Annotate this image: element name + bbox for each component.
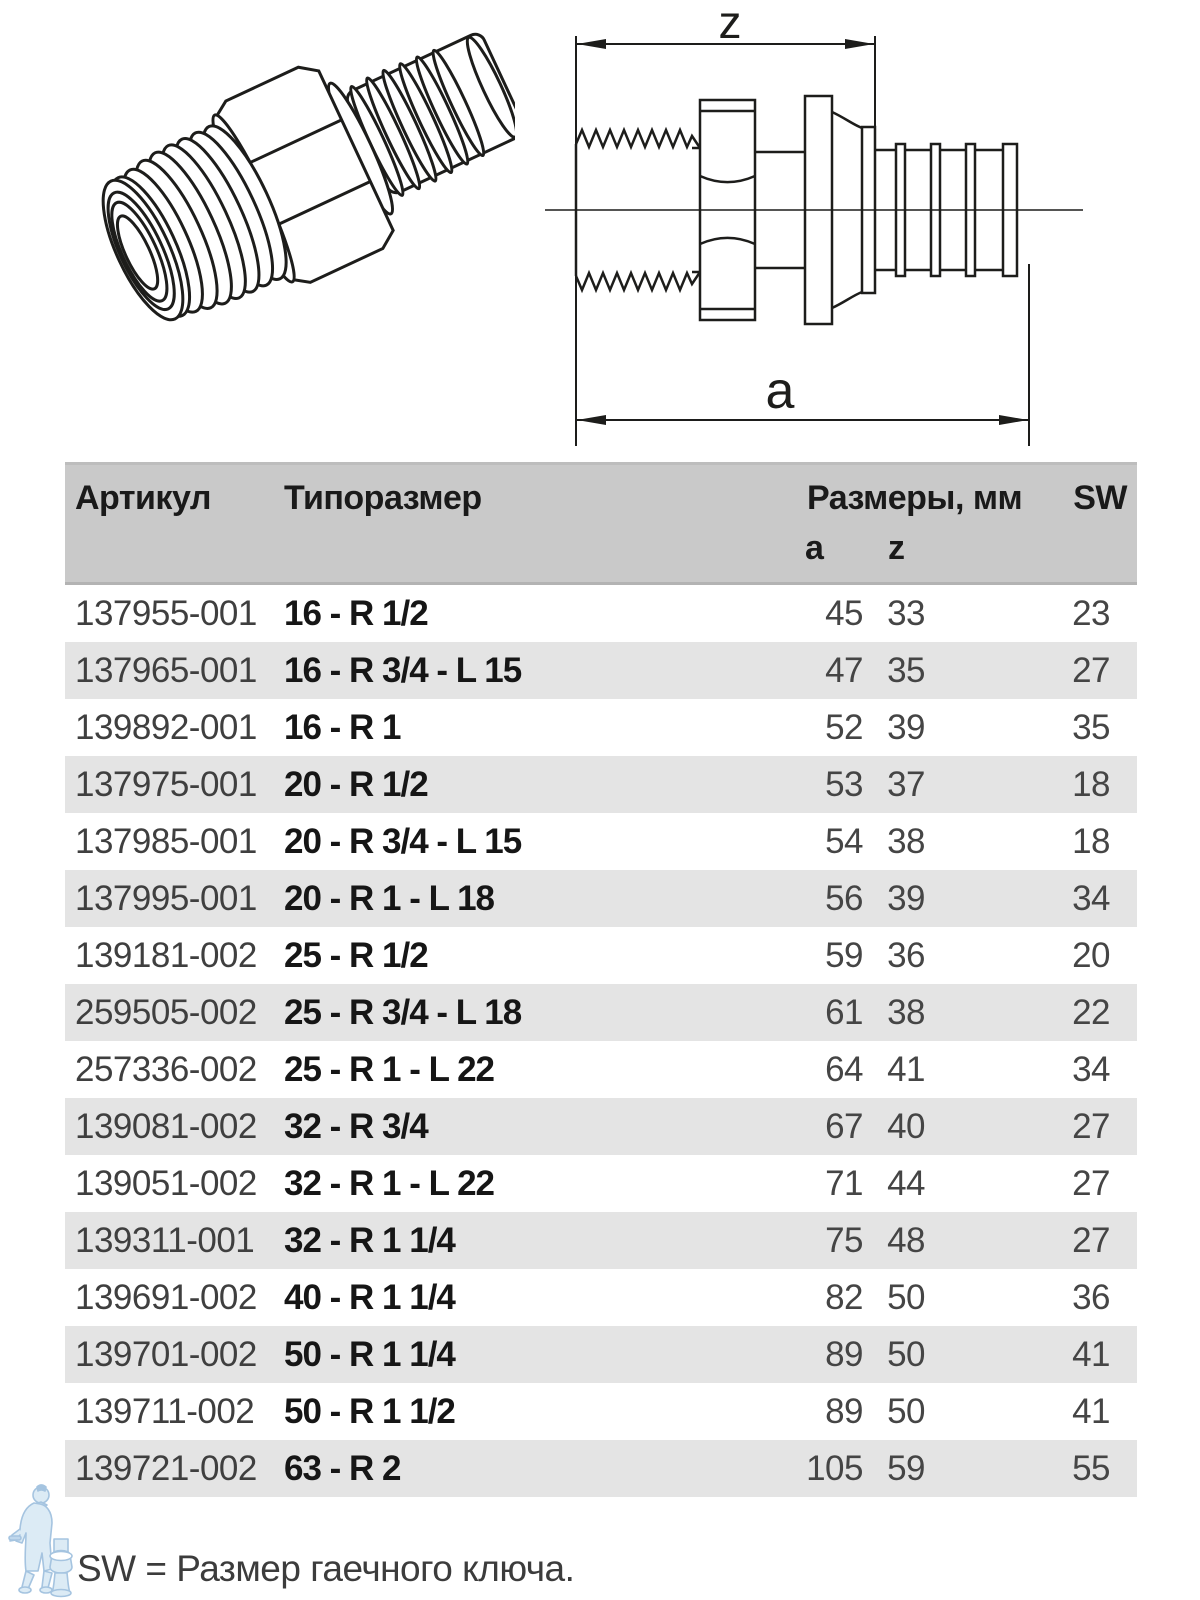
cell-sw: 27 [1072, 1220, 1110, 1260]
cell-dim-z: 39 [887, 707, 925, 747]
cell-article: 137985-001 [75, 821, 257, 861]
cell-size: 16 - R 1 [284, 707, 401, 747]
cell-dim-a: 56 [825, 878, 863, 918]
cell-dim-a: 71 [825, 1163, 863, 1203]
table-header [65, 462, 1137, 585]
cell-dim-a: 59 [825, 935, 863, 975]
cell-article: 139701-002 [75, 1334, 257, 1374]
table-row [65, 585, 1137, 642]
cell-size: 50 - R 1 1/4 [284, 1334, 455, 1374]
table-row [65, 1155, 1137, 1212]
table-row [65, 1326, 1137, 1383]
cell-size: 25 - R 1 - L 22 [284, 1049, 495, 1089]
table-row [65, 1098, 1137, 1155]
cell-sw: 34 [1072, 1049, 1110, 1089]
cell-dim-a: 105 [806, 1448, 863, 1488]
cell-article: 139711-002 [75, 1391, 255, 1431]
col-subheader-z: z [888, 529, 905, 567]
table-row [65, 1383, 1137, 1440]
spec-table [65, 462, 1137, 1497]
cell-size: 32 - R 1 - L 22 [284, 1163, 495, 1203]
cell-sw: 20 [1072, 935, 1110, 975]
plumber-figure [9, 1485, 52, 1593]
cell-dim-a: 64 [825, 1049, 863, 1089]
cell-dim-a: 75 [825, 1220, 863, 1260]
dim-label-a: a [765, 362, 795, 420]
cell-article: 139081-002 [75, 1106, 257, 1146]
table-row [65, 1440, 1137, 1497]
cell-article: 137995-001 [75, 878, 257, 918]
cell-sw: 41 [1072, 1391, 1110, 1431]
cell-dim-z: 50 [887, 1391, 925, 1431]
col-header-size: Типоразмер [284, 479, 482, 517]
cell-sw: 35 [1072, 707, 1110, 747]
cell-article: 139181-002 [75, 935, 257, 975]
product-3d-illustration [55, 25, 515, 375]
cell-dim-a: 61 [825, 992, 863, 1032]
table-row [65, 1212, 1137, 1269]
col-header-sw: SW [1073, 479, 1127, 517]
table-row [65, 813, 1137, 870]
cell-dim-z: 33 [887, 593, 925, 633]
cell-article: 139892-001 [75, 707, 257, 747]
cell-sw: 27 [1072, 1163, 1110, 1203]
cell-dim-z: 44 [887, 1163, 925, 1203]
cell-article: 137965-001 [75, 650, 257, 690]
cell-sw: 55 [1072, 1448, 1110, 1488]
cell-sw: 18 [1072, 821, 1110, 861]
dimension-a [576, 415, 1029, 425]
cell-dim-z: 38 [887, 992, 925, 1032]
product-dimension-drawing [530, 0, 1110, 460]
cell-size: 16 - R 3/4 - L 15 [284, 650, 522, 690]
cell-article: 259505-002 [75, 992, 257, 1032]
cell-size: 16 - R 1/2 [284, 593, 428, 633]
cell-size: 32 - R 3/4 [284, 1106, 428, 1146]
table-row [65, 642, 1137, 699]
cell-article: 257336-002 [75, 1049, 257, 1089]
cell-size: 20 - R 3/4 - L 15 [284, 821, 522, 861]
cell-sw: 41 [1072, 1334, 1110, 1374]
cell-dim-a: 89 [825, 1334, 863, 1374]
cell-size: 25 - R 1/2 [284, 935, 428, 975]
cell-sw: 22 [1072, 992, 1110, 1032]
col-header-dimensions: Размеры, мм [807, 479, 1023, 517]
cell-size: 20 - R 1/2 [284, 764, 428, 804]
cell-dim-a: 67 [825, 1106, 863, 1146]
col-header-article: Артикул [75, 479, 212, 517]
cell-dim-a: 47 [825, 650, 863, 690]
cell-dim-z: 39 [887, 878, 925, 918]
cell-sw: 18 [1072, 764, 1110, 804]
cell-dim-a: 54 [825, 821, 863, 861]
cell-dim-z: 48 [887, 1220, 925, 1260]
table-body [65, 585, 1137, 1497]
cell-dim-a: 52 [825, 707, 863, 747]
toilet-figure [50, 1539, 72, 1597]
cell-article: 139691-002 [75, 1277, 257, 1317]
cell-dim-z: 40 [887, 1106, 925, 1146]
table-row [65, 756, 1137, 813]
cell-dim-z: 36 [887, 935, 925, 975]
cell-size: 40 - R 1 1/4 [284, 1277, 455, 1317]
plumber-watermark [8, 1483, 86, 1600]
cell-article: 139721-002 [75, 1448, 257, 1488]
cell-size: 50 - R 1 1/2 [284, 1391, 455, 1431]
cell-size: 32 - R 1 1/4 [284, 1220, 455, 1260]
cell-dim-z: 50 [887, 1334, 925, 1374]
col-subheader-a: a [805, 529, 824, 567]
cell-dim-z: 50 [887, 1277, 925, 1317]
cell-dim-z: 59 [887, 1448, 925, 1488]
table-row [65, 927, 1137, 984]
cell-size: 63 - R 2 [284, 1448, 401, 1488]
cell-size: 20 - R 1 - L 18 [284, 878, 495, 918]
cell-sw: 36 [1072, 1277, 1110, 1317]
cell-dim-z: 38 [887, 821, 925, 861]
table-row [65, 1041, 1137, 1098]
cell-dim-a: 45 [825, 593, 863, 633]
cell-dim-z: 35 [887, 650, 925, 690]
footnote: SW = Размер гаечного ключа. [77, 1548, 575, 1589]
cell-article: 137975-001 [75, 764, 257, 804]
table-row [65, 984, 1137, 1041]
cell-article: 137955-001 [75, 593, 257, 633]
table-row [65, 1269, 1137, 1326]
cell-dim-a: 89 [825, 1391, 863, 1431]
table-row [65, 699, 1137, 756]
cell-sw: 27 [1072, 1106, 1110, 1146]
cell-article: 139311-001 [75, 1220, 255, 1260]
cell-dim-a: 82 [825, 1277, 863, 1317]
cell-sw: 27 [1072, 650, 1110, 690]
cell-dim-z: 37 [887, 764, 925, 804]
cell-dim-a: 53 [825, 764, 863, 804]
dim-label-z: z [718, 0, 742, 48]
table-row [65, 870, 1137, 927]
cell-article: 139051-002 [75, 1163, 257, 1203]
cell-sw: 34 [1072, 878, 1110, 918]
cell-sw: 23 [1072, 593, 1110, 633]
cell-size: 25 - R 3/4 - L 18 [284, 992, 522, 1032]
cell-dim-z: 41 [887, 1049, 925, 1089]
